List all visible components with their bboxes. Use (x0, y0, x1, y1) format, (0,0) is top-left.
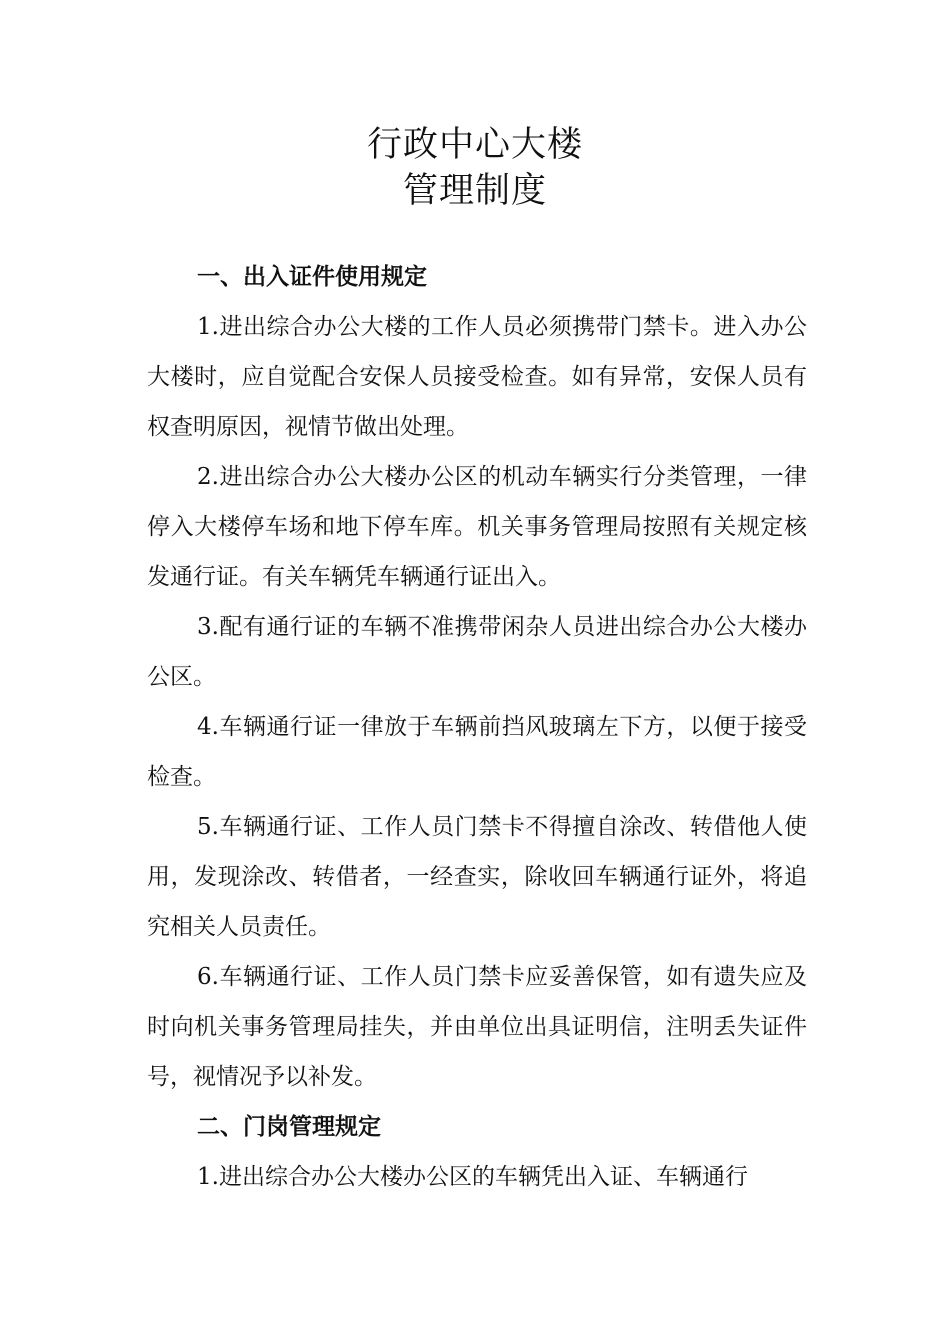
section-2-item-1: 1.进出综合办公大楼办公区的车辆凭出入证、车辆通行 (197, 1164, 748, 1190)
section-2-heading: 二、门岗管理规定 (197, 1114, 381, 1140)
document-body (147, 252, 807, 1202)
section-1-heading: 一、出入证件使用规定 (197, 264, 427, 290)
section-1-item-4: 4.车辆通行证一律放于车辆前挡风玻璃左下方，以便于接受检查。 (147, 714, 807, 790)
section-1-item-5: 5.车辆通行证、工作人员门禁卡不得擅自涂改、转借他人使用，发现涂改、转借者，一经查实，除收回车辆通行证外，将追究相关人员责任。 (147, 814, 807, 940)
section-1-item-1: 1.进出综合办公大楼的工作人员必须携带门禁卡。进入办公大楼时，应自觉配合安保人员接受检查。如有异常，安保人员有权查明原因，视情节做出处理。 (147, 314, 807, 440)
section-1-item-3: 3.配有通行证的车辆不准携带闲杂人员进出综合办公大楼办公区。 (147, 614, 807, 690)
title-line-1: 行政中心大楼 (366, 125, 583, 165)
title-line-2: 管理制度 (402, 171, 547, 211)
section-1-item-6: 6.车辆通行证、工作人员门禁卡应妥善保管，如有遗失应及时向机关事务管理局挂失，并由单位出具证明信，注明丢失证件号，视情况予以补发。 (147, 964, 807, 1090)
document-title (0, 122, 950, 214)
section-1-item-2: 2.进出综合办公大楼办公区的机动车辆实行分类管理，一律停入大楼停车场和地下停车库。机关事务管理局按照有关规定核发通行证。有关车辆凭车辆通行证出入。 (147, 464, 807, 590)
